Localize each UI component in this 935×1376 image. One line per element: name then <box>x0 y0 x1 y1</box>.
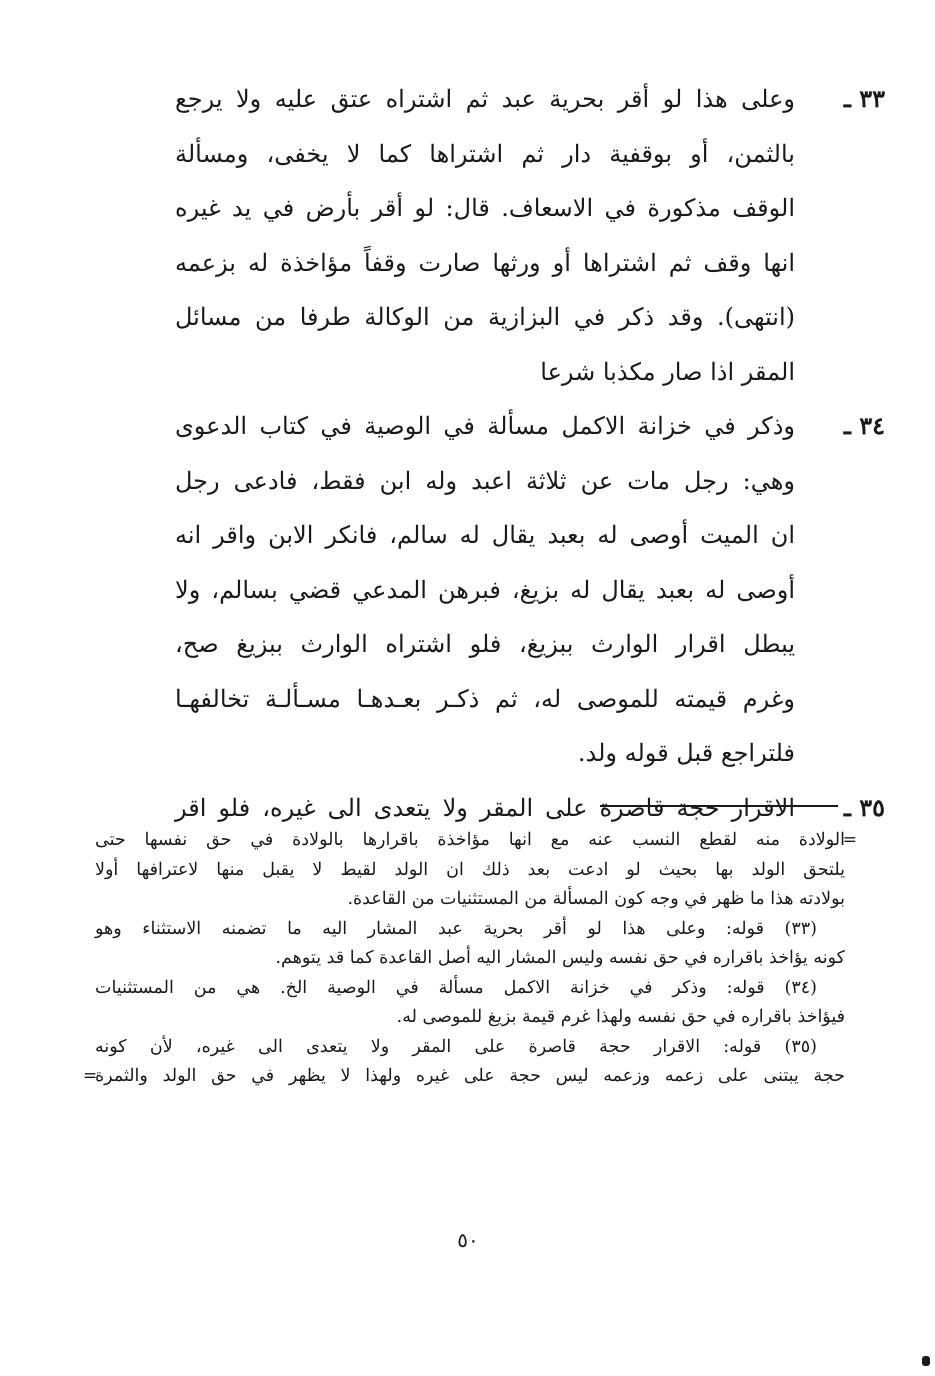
item-number: ٣٥ ـ <box>843 792 885 822</box>
footnote-line: (٣٣) قوله: وعلى هذا لو أقر بحرية عبد المشار اليه ما تضمنه الاستثناء وهو <box>95 918 817 939</box>
footnote-line: (٣٥) قوله: الاقرار حجة قاصرة على المقر ولا يتعدى الى غيره، لأن كونه <box>95 1036 817 1057</box>
text-line: وغرم قيمته للموصى له، ثم ذكـر بعـدهـا مسـألـة تخالفهـا <box>175 684 795 713</box>
footnote-line: الولادة منه لقطع النسب عنه مع انها مؤاخذة باقرارها بالولادة في حق نفسها حتى <box>95 830 845 850</box>
footnote-line: كونه يؤاخذ باقراره في حق نفسه وليس المشار اليه أصل القاعدة كما قد يتوهم. <box>275 948 845 968</box>
text-line: بالثمن، أو بوقفية دار ثم اشتراها كما لا يخفى، ومسألة <box>175 139 795 168</box>
footnote-35 <box>83 1033 845 1092</box>
footnote-line: حجة يبتنى على زعمه وزعمه ليس حجة على غيره ولهذا لا يظهر في حق الولد والثمرة <box>95 1066 845 1086</box>
footnote-separator <box>600 805 838 807</box>
footnote-33 <box>95 915 845 974</box>
footnote-line: بولادته هذا ما ظهر في وجه كون المسألة من المستثنيات من القاعدة. <box>347 889 845 909</box>
scan-mark <box>922 1356 930 1366</box>
footnote-line: فيؤاخذ باقراره في حق نفسه ولهذا غرم قيمة بزيغ للموصى له. <box>396 1007 845 1027</box>
text-line: وعلى هذا لو أقر بحرية عبد ثم اشتراه عتق عليه ولا يرجع <box>175 85 795 113</box>
text-line: ان الميت أوصى له بعبد يقال له سالم، فانكر الابن واقر انه <box>175 521 795 549</box>
text-line: الاقرار حجة قاصرة على المقر ولا يتعدى الى غيره، فلو اقر <box>175 793 795 822</box>
main-text <box>175 72 885 835</box>
continuation-end-mark: = <box>83 1066 98 1086</box>
continuation-mark: = <box>842 830 857 850</box>
footnote-last-line-wrap <box>83 1062 845 1092</box>
text-line: أوصى له بعبد يقال له بزيغ، فبرهن المدعي قضي بسالم، ولا <box>175 575 795 604</box>
footnote-line: يلتحق الولد بها بحيث لو ادعت بعد ذلك ان الولد لقيط لا يقبل منها لاعترافها أولا <box>95 859 845 880</box>
footnotes <box>83 826 857 1092</box>
text-line: فلتراجع قبل قوله ولد. <box>577 739 795 767</box>
item-number: ٣٤ ـ <box>843 411 885 440</box>
footnote-34 <box>95 974 845 1033</box>
footnote-continuation <box>95 826 857 915</box>
item-34 <box>175 399 885 781</box>
text-line: وذكر في خزانة الاكمل مسألة في الوصية في كتاب الدعوى <box>175 412 795 440</box>
text-line: (انتهى). وقد ذكر في البزازية من الوكالة طرفا من مسائل <box>175 303 795 331</box>
text-line: يبطل اقرار الوارث ببزيغ، فلو اشتراه الوارث ببزيغ صح، <box>175 630 795 658</box>
text-line: الوقف مذكورة في الاسعاف. قال: لو أقر بأرض في يد غيره <box>175 194 795 222</box>
text-line: انها وقف ثم اشتراها أو ورثها صارت وقفاً مؤاخذة له بزعمه <box>175 248 795 277</box>
text-line: وهي: رجل مات عن ثلاثة اعبد وله ابن فقط، فادعى رجل <box>175 466 795 495</box>
item-33 <box>175 72 885 399</box>
footnote-line: (٣٤) قوله: وذكر في خزانة الاكمل مسألة في الوصية الخ. هي من المستثنيات <box>95 977 817 998</box>
item-number: ٣٣ ـ <box>843 84 885 113</box>
text-line: المقر اذا صار مكذبا شرعا <box>540 357 795 386</box>
page-number: ٥٠ <box>457 1228 479 1252</box>
